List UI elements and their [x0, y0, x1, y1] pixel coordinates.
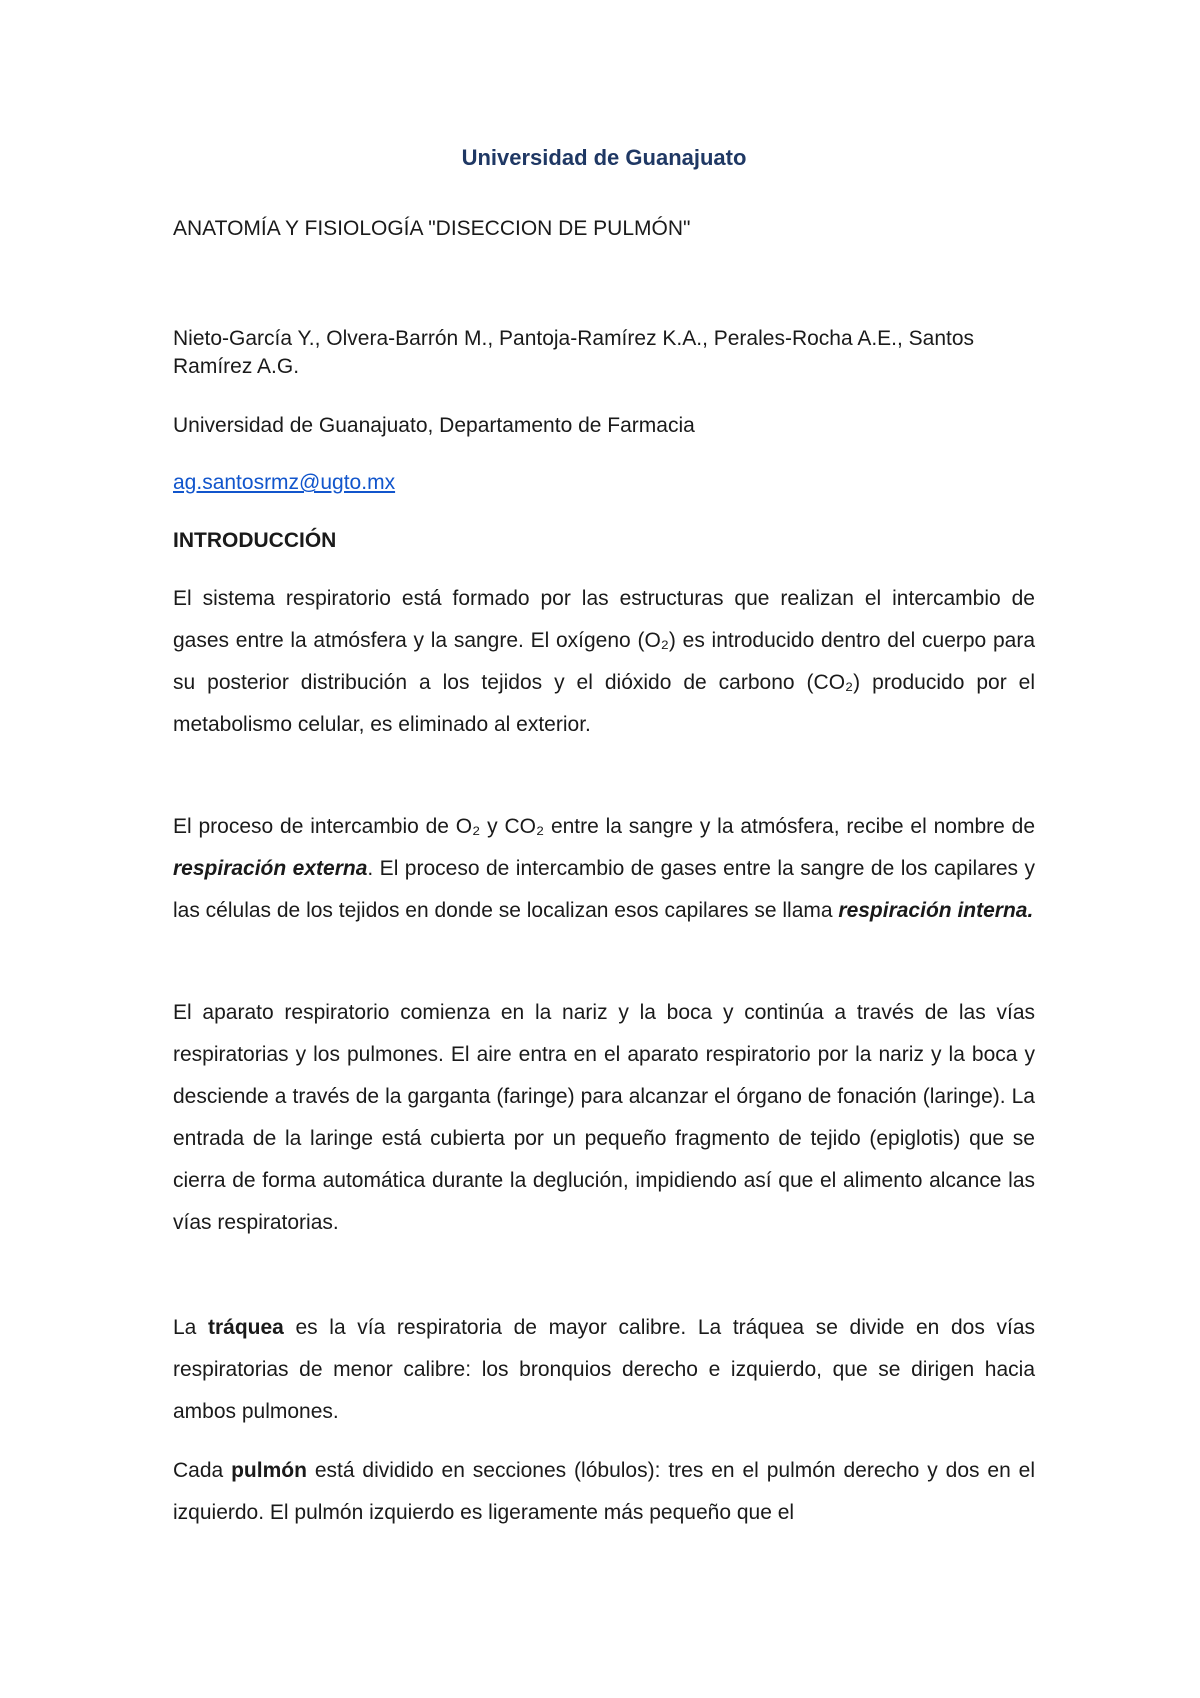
term-trachea: tráquea [208, 1316, 284, 1339]
paragraph-3: El aparato respiratorio comienza en la nariz y la boca y continúa a través de las vías respiratorias y los pulmones. El aire entra en el aparato respiratorio por la nariz y la boca y desciende a través de la garganta (faringe) para alcanzar el órgano de fonación (laringe). La entrada de la laringe está cubierta por un pequeño fragmento de tejido (epiglotis) que se cierra de forma automática durante la deglución, impidiendo así que el alimento alcance las vías respiratorias. [173, 1001, 1035, 1234]
paragraph-5-text-a: Cada [173, 1459, 232, 1482]
paragraph-1: El sistema respiratorio está formado por las estructuras que realizan el intercambio de gases entre la atmósfera y la sangre. El oxígeno (O₂) es introducido dentro del cuerpo para su posterior distribución a los tejidos y el dióxido de carbono (CO₂) producido por el metabolismo celular, es eliminado al exterior. [173, 587, 1035, 736]
paragraph-2-text-a: El proceso de intercambio de O₂ y CO₂ entre la sangre y la atmósfera, recibe el nombre de [173, 815, 1035, 838]
paragraph-4 [173, 1307, 1035, 1433]
paragraph-2-text-c: . El proceso de intercambio de gases entre la sangre de los capilares y las células de los tejidos en donde se localizan esos capilares se llama [173, 857, 1036, 922]
course-subject: ANATOMÍA Y FISIOLOGÍA "DISECCION DE PULMÓN" [173, 217, 691, 240]
paragraph-5 [173, 1450, 1035, 1534]
email-link[interactable]: ag.santosrmz@ugto.mx [173, 471, 396, 494]
affiliation: Universidad de Guanajuato, Departamento de Farmacia [173, 414, 695, 437]
document-title: Universidad de Guanajuato [461, 145, 747, 170]
paragraph-2 [173, 806, 1035, 932]
term-external-respiration: respiración externa [173, 857, 368, 880]
paragraph-5-text-c: está dividido en secciones (lóbulos): tres en el pulmón derecho y dos en el izquierdo. El pulmón izquierdo es ligeramente más pequeño que el [173, 1459, 1036, 1524]
term-lung: pulmón [231, 1459, 307, 1482]
section-heading: INTRODUCCIÓN [173, 529, 337, 552]
author-list: Nieto-García Y., Olvera-Barrón M., Pantoja-Ramírez K.A., Perales-Rocha A.E., Santos Ramírez A.G. [173, 327, 975, 378]
paragraph-4-text-c: es la vía respiratoria de mayor calibre. La tráquea se divide en dos vías respiratorias de menor calibre: los bronquios derecho e izquierdo, que se dirigen hacia ambos pulmones. [173, 1316, 1035, 1423]
paragraph-4-text-a: La [173, 1316, 208, 1339]
term-internal-respiration: respiración interna. [838, 899, 1034, 922]
